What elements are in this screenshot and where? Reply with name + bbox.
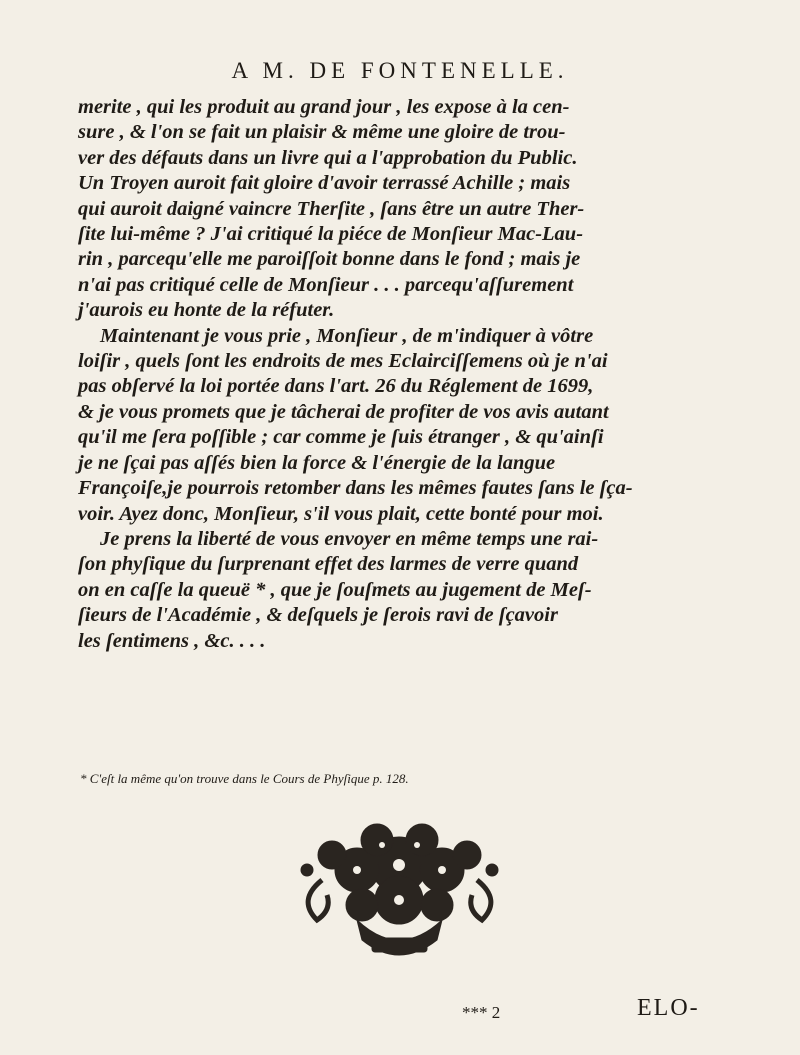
text-line: Je prens la liberté de vous envoyer en même temps une rai- bbox=[100, 527, 599, 550]
text-line: ſieurs de l'Académie , & deſquels je ſerois ravi de ſçavoir bbox=[78, 604, 558, 627]
text-line: & je vous promets que je tâcherai de profiter de vos avis autant bbox=[78, 400, 609, 423]
text-line: sure , & l'on se fait un plaisir & même une gloire de trou- bbox=[78, 121, 566, 144]
main-text bbox=[78, 95, 738, 654]
footnote: * C'eſt la même qu'on trouve dans le Cours de Phyſique p. 128. bbox=[80, 771, 409, 786]
text-line: qui auroit daigné vaincre Therſite , ſans être un autre Ther- bbox=[78, 197, 585, 220]
text-line: Un Troyen auroit fait gloire d'avoir terrassé Achille ; mais bbox=[78, 172, 571, 195]
tailpiece-ornament bbox=[287, 810, 512, 970]
text-line: ſite lui-même ? J'ai critiqué la piéce de Monſieur Mac-Lau- bbox=[78, 223, 584, 246]
text-line: voir. Ayez donc, Monſieur, s'il vous plait, cette bonté pour moi. bbox=[78, 502, 604, 525]
text-line: loiſir , quels ſont les endroits de mes Eclairciſſemens où je n'ai bbox=[78, 350, 608, 373]
catchword: ELO- bbox=[637, 995, 700, 1021]
text-line: Françoiſe,je pourrois retomber dans les mêmes fautes ſans le ſça- bbox=[78, 477, 633, 500]
signature-mark: *** 2 bbox=[462, 1003, 501, 1022]
text-line: pas obſervé la loi portée dans l'art. 26 du Réglement de 1699, bbox=[78, 375, 594, 398]
text-line: n'ai pas critiqué celle de Monſieur . . . parcequ'aſſurement bbox=[78, 273, 574, 296]
text-line: je ne ſçai pas aſſés bien la force & l'énergie de la langue bbox=[78, 451, 556, 474]
text-line: merite , qui les produit au grand jour , les expose à la cen- bbox=[78, 96, 570, 118]
text-line: ſon phyſique du ſurprenant effet des larmes de verre quand bbox=[78, 553, 579, 576]
text-line: qu'il me ſera poſſible ; car comme je ſuis étranger , & qu'ainſi bbox=[78, 426, 604, 449]
running-header: A M. DE FONTENELLE. bbox=[231, 58, 569, 83]
text-line: rin , parcequ'elle me paroiſſoit bonne dans le fond ; mais je bbox=[78, 248, 581, 271]
text-line: les ſentimens , &c. . . . bbox=[78, 629, 266, 652]
text-line: j'aurois eu honte de la réfuter. bbox=[78, 299, 335, 322]
text-line: on en caſſe la queuë * , que je ſouſmets au jugement de Meſ- bbox=[78, 578, 592, 601]
text-line: ver des défauts dans un livre qui a l'approbation du Public. bbox=[78, 146, 578, 169]
text-line: Maintenant je vous prie , Monſieur , de m'indiquer à vôtre bbox=[100, 324, 594, 347]
